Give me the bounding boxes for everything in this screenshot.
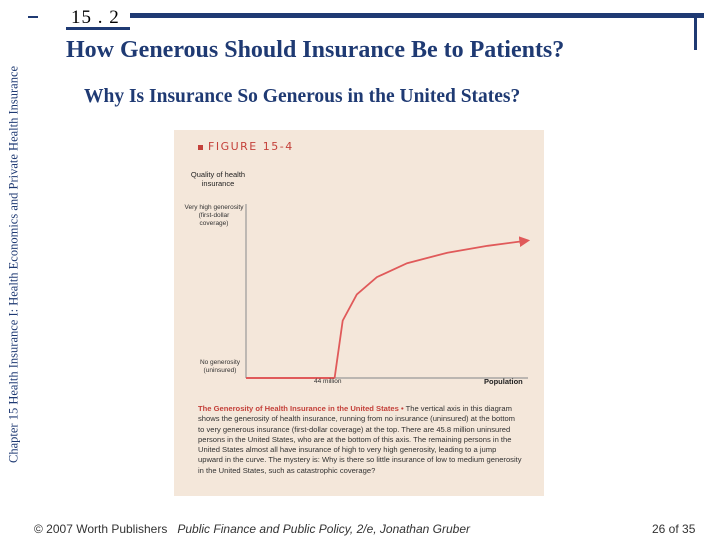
figure-bullet-icon xyxy=(198,145,203,150)
footer-copyright: © 2007 Worth Publishers xyxy=(34,522,168,536)
y-axis-high-label: Very high generosity (first-dollar coverage) xyxy=(184,204,244,227)
header-rule-cap xyxy=(694,16,697,50)
figure-label: FIGURE 15-4 xyxy=(208,140,294,153)
y-axis-low-label: No generosity (uninsured) xyxy=(199,359,241,374)
caption-lead: The Generosity of Health Insurance in the United States • xyxy=(198,404,404,413)
footer-book: Public Finance and Public Policy, 2/e, Jonathan Gruber xyxy=(177,522,470,536)
slide-subtitle: Why Is Insurance So Generous in the United States? xyxy=(84,86,521,107)
insured-curve xyxy=(335,241,528,379)
page-counter: 26 of 35 xyxy=(652,522,696,536)
header-rule xyxy=(130,13,704,18)
figure-panel xyxy=(174,130,544,496)
chapter-sidebar-text: Chapter 15 Health Insurance I: Health Economics and Private Health Insurance xyxy=(6,65,21,463)
caption-body: The vertical axis in this diagram shows the generosity of health insurance, running from no insurance (uninsured) at the bottom to very generous insurance (first-dollar coverage) at the top. There are 45.8 million uninsured persons in the United States, who are at the bottom of this axis. The remaining persons in the United States almost all have insurance of high to very high generosity, leading to a jump upward in the curve. The mystery is: Why is there so little insurance of low to medium generosity in the United States, such as catastrophic coverage? xyxy=(198,404,522,475)
figure-caption xyxy=(198,404,523,476)
x-axis-title: Population xyxy=(484,377,523,386)
slide-title: How Generous Should Insurance Be to Patients? xyxy=(66,37,565,63)
footer-credit xyxy=(34,522,470,536)
x-axis-tick-label: 44 million xyxy=(314,378,342,385)
figure-header xyxy=(174,130,544,160)
y-axis-title: Quality of health insurance xyxy=(190,170,246,188)
slide-section-number: 15 . 2 xyxy=(71,7,120,28)
header-rule-left xyxy=(28,16,38,18)
figure-chart xyxy=(198,162,538,394)
